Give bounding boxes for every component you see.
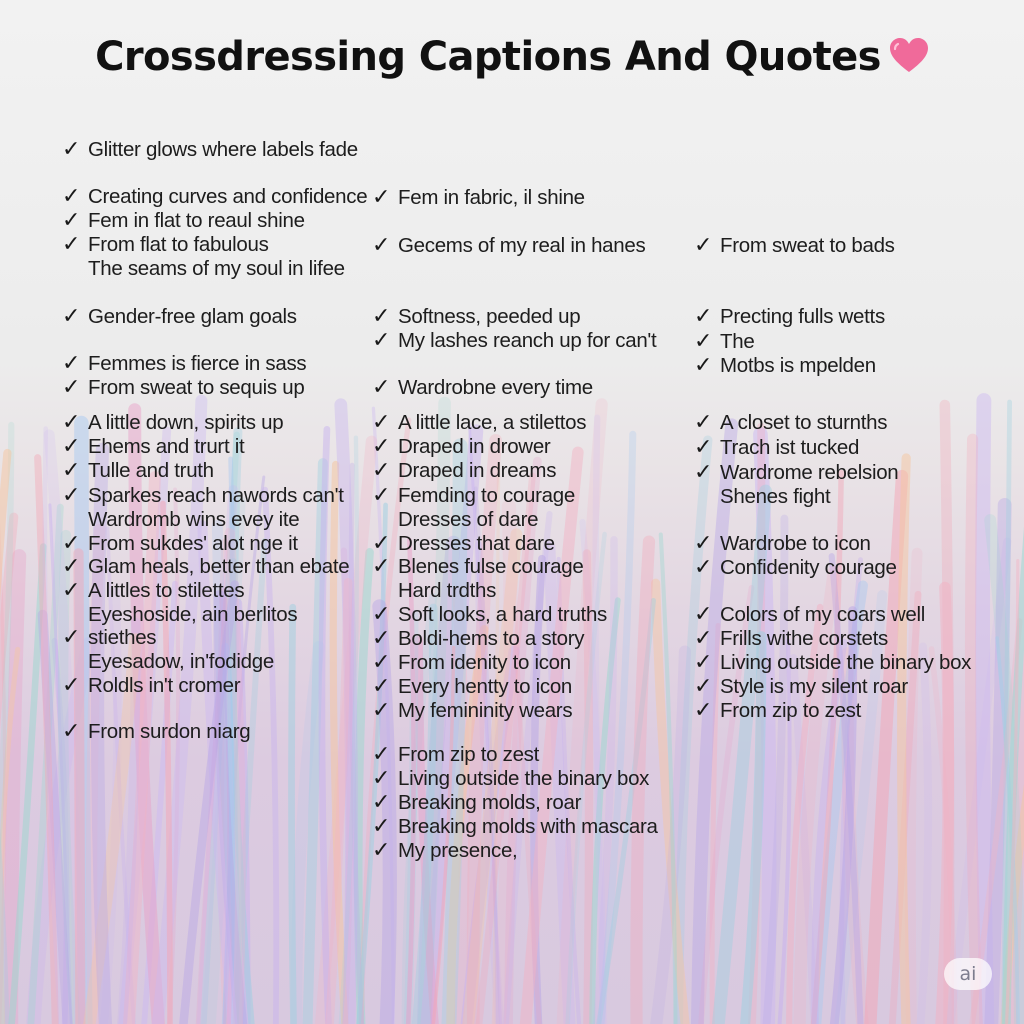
check-mark-icon: ✓ [372,458,391,483]
check-mark-icon: ✓ [372,233,391,258]
check-mark-icon: ✓ [372,554,391,579]
caption-item: ✓ Breaking molds with mascara [372,814,658,839]
check-mark-icon: ✓ [694,626,713,651]
caption-item: ✓ Blenes fulse courage [372,554,584,579]
caption-item: ✓ Confidenity courage [694,555,897,580]
caption-item: ✓ Colors of my coars well [694,602,925,627]
check-mark-icon: ✓ [694,233,713,258]
caption-item: ✓ Gender-free glam goals [62,304,297,329]
caption-item: ✓ My femininity wears [372,698,573,723]
caption-item: ✓ Creating curves and confidence [62,184,368,209]
caption-item: ✓ Motbs is mpelden [694,353,876,378]
check-mark-icon: ✓ [62,625,81,650]
caption-item: ✓ Glitter glows where labels fade [62,137,358,162]
ai-badge: ai [944,958,992,990]
brush-stroke [292,607,294,1024]
caption-item: ✓ Wardrobe to icon [694,531,871,556]
check-mark-icon: ✓ [372,766,391,791]
check-mark-icon: ✓ [694,304,713,329]
brush-stroke [902,458,907,1024]
caption-item: ✓ Every hentty to icon [372,674,573,699]
check-mark-icon: ✓ [62,673,81,698]
check-mark-icon: ✓ [372,375,391,400]
caption-item: ✓ Soft looks, a hard truths [372,602,608,627]
check-mark-icon: ✓ [372,434,391,459]
check-mark-icon: ✓ [372,838,391,863]
check-mark-icon: ✓ [62,232,81,257]
check-mark-icon: ✓ [694,602,713,627]
check-mark-icon: ✓ [694,650,713,675]
caption-item: ✓ Dresses that dare [372,531,555,556]
caption-item: ✓ A closet to sturnths [694,410,888,435]
caption-item: ✓ A little down, spirits up [62,410,284,435]
check-mark-icon: ✓ [62,578,81,603]
caption-item: ✓ From sukdes' alot nge it [62,531,298,556]
caption-item: ✓ Sparkes reach nawords can't [62,483,344,508]
check-mark-icon: ✓ [372,602,391,627]
caption-item: ✓ Frills withe corstets [694,626,888,651]
caption-item: Wardromb wins evey ite [88,508,300,531]
pink-heart-icon [889,38,929,74]
check-mark-icon: ✓ [694,674,713,699]
check-mark-icon: ✓ [372,483,391,508]
caption-item: ✓ From idenity to icon [372,650,571,675]
page-title [0,34,1024,80]
check-mark-icon: ✓ [372,185,391,210]
caption-item: ✓ From surdon niarg [62,719,251,744]
caption-item: The seams of my soul in lifee [88,257,345,280]
caption-item: Shenes fight [720,485,831,508]
caption-item: Dresses of dare [398,508,539,531]
check-mark-icon: ✓ [62,531,81,556]
caption-item: ✓ Fem in flat to reaul shine [62,208,305,233]
check-mark-icon: ✓ [62,410,81,435]
check-mark-icon: ✓ [62,304,81,329]
caption-item: ✓ From sweat to bads [694,233,895,258]
check-mark-icon: ✓ [694,435,713,460]
caption-item: ✓ My presence, [372,838,518,863]
caption-item: ✓ Glam heals, better than ebate [62,554,350,579]
check-mark-icon: ✓ [372,650,391,675]
check-mark-icon: ✓ [694,531,713,556]
brush-stroke [920,647,928,1024]
check-mark-icon: ✓ [372,328,391,353]
caption-item: ✓ Femding to courage [372,483,575,508]
check-mark-icon: ✓ [62,208,81,233]
caption-item: ✓ stiethes [62,625,157,650]
caption-item: ✓ Draped in dreams [372,458,557,483]
brush-stroke [322,429,329,1024]
caption-item: ✓ Draped in drower [372,434,551,459]
caption-item: ✓ Precting fulls wetts [694,304,885,329]
caption-item: ✓ Style is my silent roar [694,674,908,699]
caption-item: Eyesadow, in'fodidge [88,650,274,673]
check-mark-icon: ✓ [372,304,391,329]
check-mark-icon: ✓ [694,555,713,580]
caption-item: ✓ Trach ist tucked [694,435,860,460]
caption-item: Eyeshoside, ain berlitos [88,603,298,626]
caption-item: ✓ From zip to zest [694,698,862,723]
check-mark-icon: ✓ [372,814,391,839]
caption-item: ✓ My lashes reanch up for can't [372,328,657,353]
check-mark-icon: ✓ [62,434,81,459]
check-mark-icon: ✓ [694,698,713,723]
check-mark-icon: ✓ [694,353,713,378]
caption-item: ✓ A little lace, a stilettos [372,410,587,435]
caption-item: ✓ Ehems and trurt it [62,434,245,459]
check-mark-icon: ✓ [372,742,391,767]
caption-item: ✓ From sweat to sequis up [62,375,305,400]
check-mark-icon: ✓ [372,790,391,815]
check-mark-icon: ✓ [62,458,81,483]
caption-item: ✓ Fem in fabric, il shine [372,185,585,210]
caption-item: ✓ From zip to zest [372,742,540,767]
check-mark-icon: ✓ [372,410,391,435]
caption-item: ✓ Living outside the binary box [694,650,972,675]
title-text: Crossdressing Captions And Quotes [95,34,881,80]
check-mark-icon: ✓ [62,351,81,376]
check-mark-icon: ✓ [62,137,81,162]
caption-item: ✓ A littles to stilettes [62,578,245,603]
caption-item: ✓ From flat to fabulous [62,232,269,257]
caption-item: ✓ Tulle and truth [62,458,214,483]
check-mark-icon: ✓ [694,410,713,435]
check-mark-icon: ✓ [372,674,391,699]
check-mark-icon: ✓ [62,483,81,508]
caption-item: ✓ Breaking molds, roar [372,790,582,815]
check-mark-icon: ✓ [62,719,81,744]
caption-item: ✓ The [694,329,755,354]
check-mark-icon: ✓ [372,698,391,723]
check-mark-icon: ✓ [62,375,81,400]
caption-item: Hard trdths [398,579,497,602]
caption-item: ✓ Wardrobne every time [372,375,593,400]
check-mark-icon: ✓ [372,626,391,651]
check-mark-icon: ✓ [62,184,81,209]
check-mark-icon: ✓ [62,554,81,579]
caption-item: ✓ Softness, peeded up [372,304,581,329]
check-mark-icon: ✓ [372,531,391,556]
check-mark-icon: ✓ [694,460,713,485]
caption-item: ✓ Femmes is fierce in sass [62,351,307,376]
caption-item: ✓ Wardrome rebelsion [694,460,899,485]
caption-item: ✓ Boldi-hems to a story [372,626,585,651]
caption-item: ✓ Living outside the binary box [372,766,650,791]
caption-item: ✓ Roldls in't cromer [62,673,241,698]
caption-item: ✓ Gecems of my real in hanes [372,233,646,258]
check-mark-icon: ✓ [694,329,713,354]
